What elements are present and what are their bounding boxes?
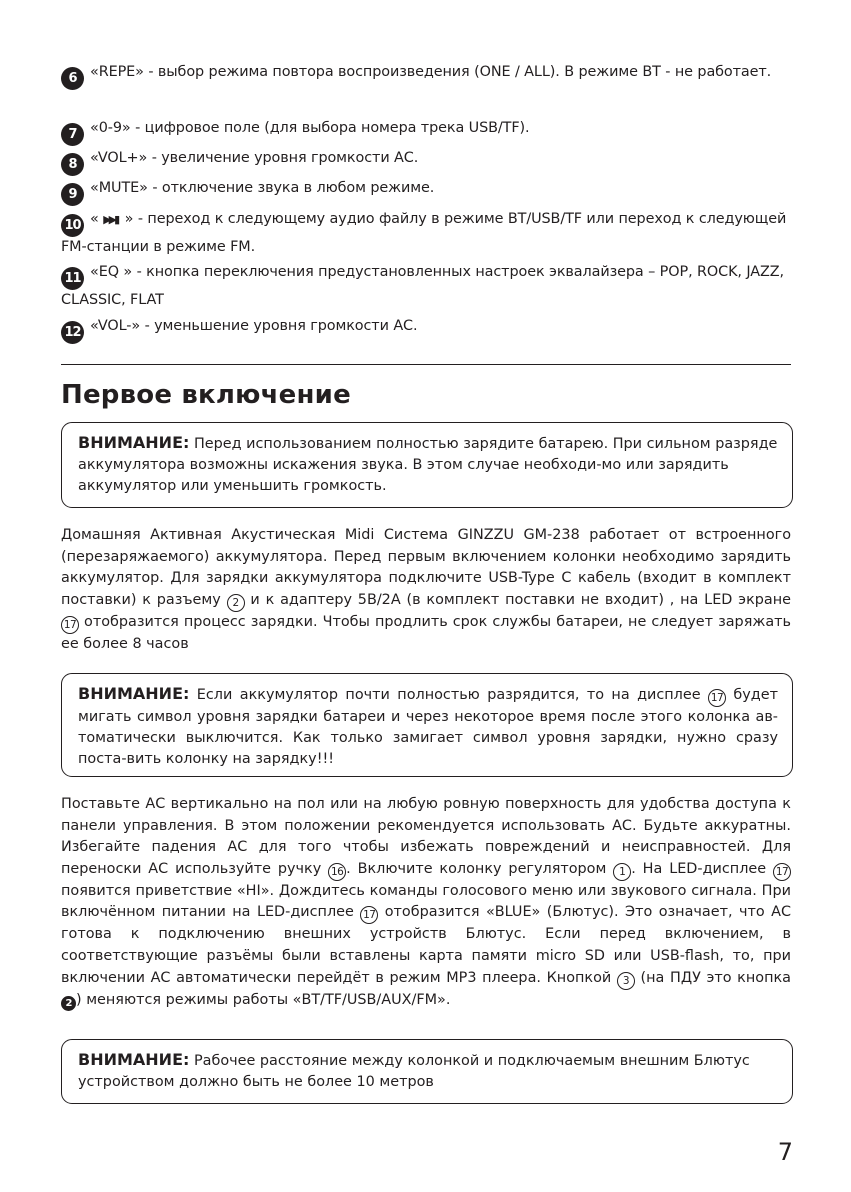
number-badge: 11 bbox=[61, 267, 84, 290]
circled-ref: 2 bbox=[227, 594, 245, 612]
number-badge: 9 bbox=[61, 183, 84, 206]
paragraph-text: ) меняются режимы работы «BT/TF/USB/AUX/FM». bbox=[76, 991, 451, 1008]
item-text: » - переход к следующему аудио файлу в режиме BT/USB/TF или переход к следующей FM-станции в режиме FM. bbox=[61, 211, 787, 255]
item-text: «VOL-» - уменьшение уровня громкости АС. bbox=[90, 318, 418, 334]
warning-text: Перед использованием полностью зарядите батарею. При сильном разряде аккумулятора возможны искажения звука. В этом случае необходи-мо или зарядить аккумулятор или уменьшить громкость. bbox=[78, 436, 778, 494]
circled-ref: 17 bbox=[708, 689, 726, 707]
section-divider bbox=[61, 364, 791, 365]
warning-text: Если аккумулятор почти полностью разрядится, то на дисплее bbox=[189, 687, 708, 703]
paragraph-text: (на ПДУ это кнопка bbox=[634, 969, 791, 986]
item-text: «EQ » - кнопка переключения предустановленных настроек эквалайзера – POP, ROCK, JAZZ, CLASSIC, FLAT bbox=[61, 264, 784, 308]
next-track-icon: ▶▶▮ bbox=[103, 213, 118, 226]
number-badge: 2 bbox=[61, 996, 76, 1011]
page-number: 7 bbox=[777, 1138, 793, 1166]
paragraph-charging bbox=[61, 525, 791, 655]
warning-label: ВНИМАНИЕ: bbox=[78, 433, 190, 452]
circled-ref: 3 bbox=[617, 972, 635, 990]
circled-ref: 1 bbox=[613, 863, 631, 881]
number-badge: 7 bbox=[61, 123, 84, 146]
section-heading: Первое включение bbox=[61, 380, 351, 410]
warning-box-charge bbox=[61, 422, 793, 508]
paragraph-text: Поставьте АС вертикально на пол или на любую ровную поверхность для удобства доступа к панели управления. В этом положении рекомендуется использовать АС. Будьте аккуратны. Избегайте падения АС для того чтобы избежать повреждений и неисправностей. Для переноски АС используйте ручку bbox=[61, 796, 791, 877]
circled-ref: 17 bbox=[773, 863, 791, 881]
paragraph-setup bbox=[61, 794, 791, 1011]
item-vol-plus bbox=[61, 148, 791, 176]
item-text: «MUTE» - отключение звука в любом режиме. bbox=[90, 180, 435, 196]
warning-text: Рабочее расстояние между колонкой и подключаемым внешним Блютус устройством должно быть не более 10 метров bbox=[78, 1053, 750, 1090]
warning-label: ВНИМАНИЕ: bbox=[78, 684, 190, 703]
paragraph-text: появится приветствие «HI». Дождитесь команды голосового меню или звукового сигнала. При включённом питании на LED-дисплее bbox=[61, 882, 791, 921]
paragraph-text: и к адаптеру 5В/2А (в комплект поставки не входит) , на LED экране bbox=[244, 591, 791, 608]
item-text: «VOL+» - увеличение уровня громкости АС. bbox=[90, 150, 419, 166]
paragraph-text: Домашняя Активная Акустическая Midi Система GINZZU GM-238 работает от встроенного (перезаряжаемого) аккумулятора. Перед первым включением колонки необходимо зарядить аккумулятор. Для зарядки аккумулятора подключите USB-Type C кабель (входит в комплект поставки) к разъему bbox=[61, 527, 791, 608]
item-text-before: « bbox=[90, 211, 104, 227]
warning-label: ВНИМАНИЕ: bbox=[78, 1050, 190, 1069]
paragraph-text: . На LED-дисплее bbox=[631, 860, 773, 877]
circled-ref: 17 bbox=[61, 616, 79, 634]
paragraph-text: отобразится процесс зарядки. Чтобы продлить срок службы батареи, не следует заряжать ее более 8 часов bbox=[61, 613, 791, 652]
number-badge: 8 bbox=[61, 153, 84, 176]
paragraph-text: . Включите колонку регулятором bbox=[346, 860, 614, 877]
item-eq bbox=[61, 262, 791, 312]
paragraph-text: отобразится «BLUE» (Блютус). Это означает, что АС готова к подключению внешних устройств Блютус. Если перед включением, в соответствующие разъёмы были вставлены карта памяти micro SD или USB-flash, то, при включении АС автоматически перейдёт в режим MP3 плеера. Кнопкой bbox=[61, 904, 791, 986]
item-text: «REPE» - выбор режима повтора воспроизведения (ONE / ALL). В режиме BT - не работает. bbox=[90, 64, 772, 80]
warning-box-range bbox=[61, 1039, 793, 1104]
number-badge: 6 bbox=[61, 67, 84, 90]
warning-text: будет мигать символ уровня зарядки батареи и через некоторое время после этого колонка ав-томатически выключится. Как только замигает символ уровня зарядки, нужно сразу поста-вить колонку на зарядку!!! bbox=[78, 687, 778, 767]
item-next bbox=[61, 209, 791, 259]
item-digits bbox=[61, 118, 791, 146]
circled-ref: 16 bbox=[328, 863, 346, 881]
item-vol-minus bbox=[61, 316, 791, 344]
number-badge: 12 bbox=[61, 321, 84, 344]
circled-ref: 17 bbox=[360, 906, 378, 924]
warning-box-low-battery bbox=[61, 673, 793, 777]
item-repe bbox=[61, 62, 791, 90]
number-badge: 10 bbox=[61, 214, 84, 237]
item-text: «0-9» - цифровое поле (для выбора номера трека USB/TF). bbox=[90, 120, 530, 136]
item-mute bbox=[61, 178, 791, 206]
